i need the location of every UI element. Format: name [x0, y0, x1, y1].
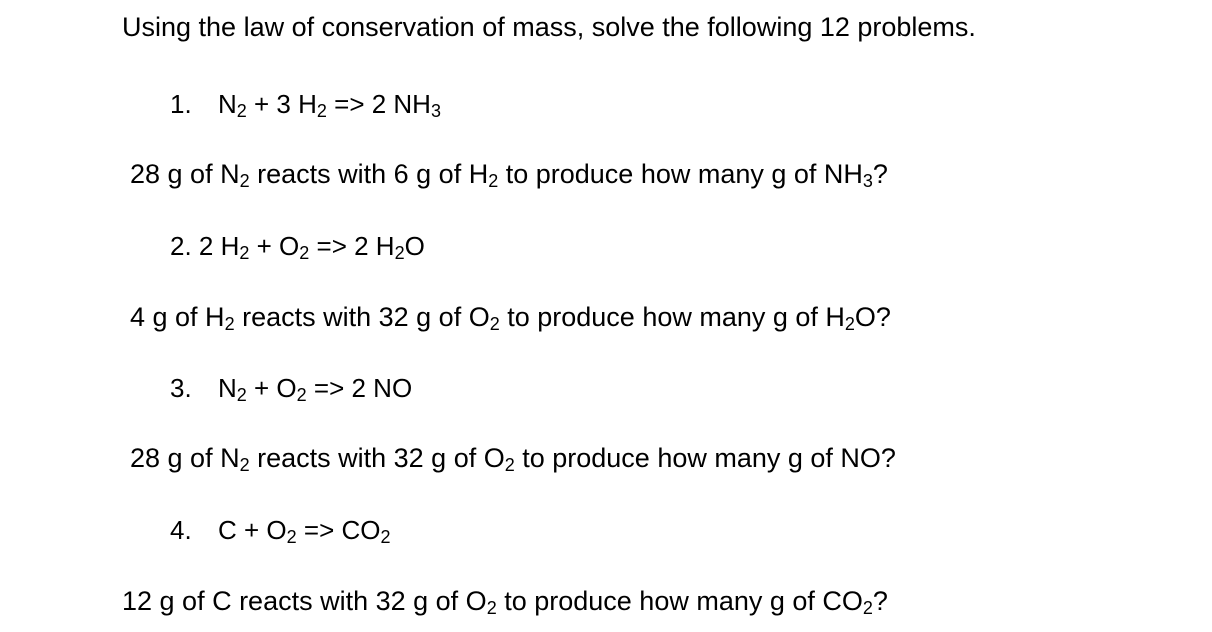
problem-2-question: 4 g of $H_2$ reacts with 32 g of $O_2$ to produce how many g of $H_2O$? — [130, 302, 891, 334]
problem-3-question: 28 g of $N_2$ reacts with 32 g of $O_2$ to produce how many g of NO? — [130, 443, 896, 475]
intro-text: Using the law of conservation of mass, solve the following 12 problems. — [122, 12, 976, 42]
problem-number: 4. — [170, 515, 192, 545]
problem-1-equation: 1. $N_2 + 3$ $H_2 => 2$ $NH_3$ — [170, 89, 441, 121]
problem-4-equation: 4. $C + O_2 => CO_2$ — [170, 515, 391, 547]
problem-2-equation: 2. 2 $H_2 + O_2 => 2$ $H_2O$ — [170, 231, 425, 263]
problem-number: 2. — [170, 231, 192, 261]
problem-4-question: 12 g of C reacts with 32 g of $O_2$ to produce how many g of $CO_2$? — [122, 586, 888, 618]
problem-1-question: 28 g of $N_2$ reacts with 6 g of $H_2$ to produce how many g of $NH_3$? — [130, 159, 888, 191]
problem-number: 3. — [170, 373, 192, 403]
problem-3-equation: 3. $N_2 + O_2 => 2$ NO — [170, 373, 413, 405]
problem-number: 1. — [170, 89, 192, 119]
